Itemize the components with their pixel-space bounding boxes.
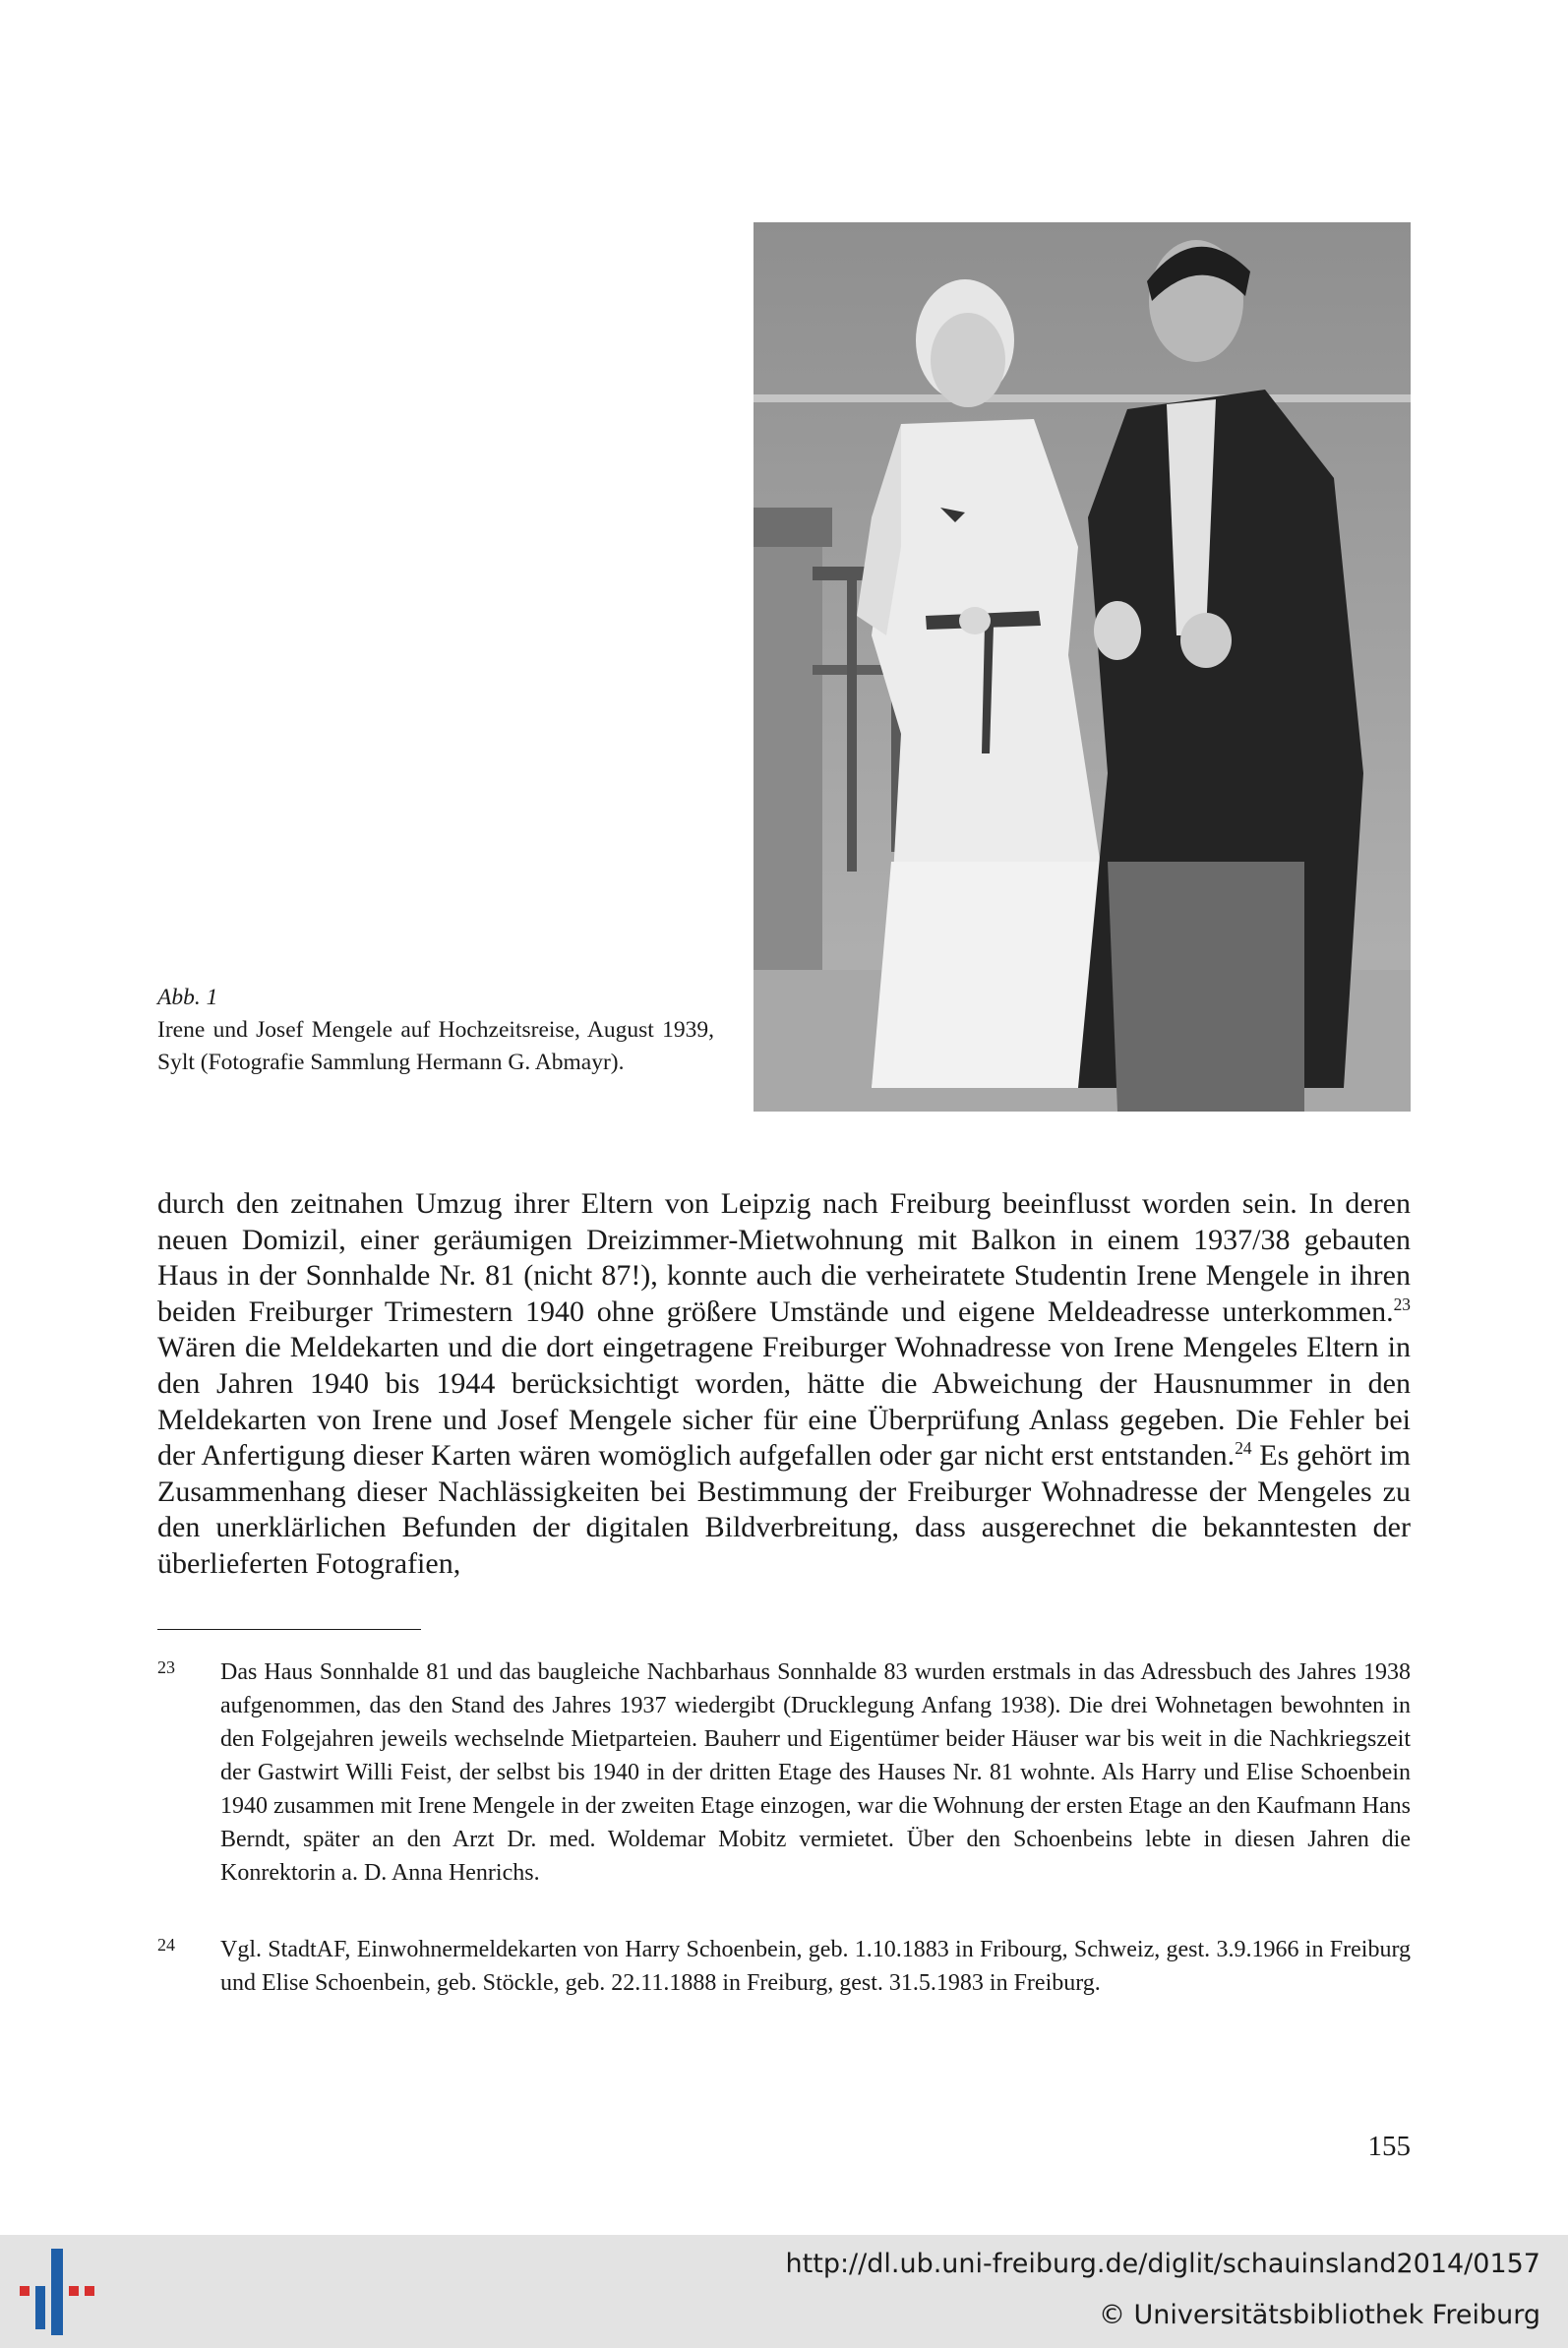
footnote-24	[157, 1933, 1411, 2000]
figure-caption-text: Irene und Josef Mengele auf Hochzeitsreise, August 1939, Sylt (Fotografie Sammlung Hermann G. Abmayr).	[157, 1017, 714, 1075]
footnote-text: Das Haus Sonnhalde 81 und das baugleiche Nachbarhaus Sonnhalde 83 wurden erstmals in das Adressbuch des Jahres 1938 aufgenommen, das den Stand des Jahres 1937 wiedergibt (Drucklegung Anfang 1938). Die drei Wohnetagen bewohnten in den Folgejahren jeweils wechselnde Mietparteien. Bauherr und Eigentümer beider Häuser war bis weit in die Nachkriegszeit der Gastwirt Willi Feist, der selbst bis 1940 in der dritten Etage des Hauses Nr. 81 wohnte. Als Harry und Elise Schoenbein 1940 zusammen mit Irene Mengele in der zweiten Etage einzogen, war die Wohnung der ersten Etage an den Kaufmann Hans Berndt, später an den Arzt Dr. med. Woldemar Mobitz vermietet. Über den Schoenbeins lebte in diesen Jahren die Konrektorin a. D. Anna Henrichs.	[220, 1659, 1411, 1886]
footer-bar	[0, 2235, 1568, 2348]
ub-freiburg-logo-icon	[14, 2243, 102, 2341]
footnote-number: 23	[157, 1657, 175, 1677]
footnote-ref-23[interactable]: 23	[1393, 1294, 1411, 1314]
footnote-23	[157, 1656, 1411, 1890]
footnote-number: 24	[157, 1935, 175, 1955]
body-paragraph	[157, 1186, 1411, 1583]
body-text-part-3: Es gehört im Zusammenhang dieser Nachlässigkeiten bei Bestimmung der Freiburger Wohnadresse der Mengeles zu den unerklärlichen Befunden der digitalen Bildverbreitung, dass ausgerechnet die bekanntesten der überlieferten Fotografien,	[157, 1439, 1412, 1580]
figure-label: Abb. 1	[157, 985, 218, 1010]
wedding-trip-photograph	[754, 222, 1411, 1112]
digital-library-url-link[interactable]: http://dl.ub.uni-freiburg.de/diglit/schauinsland2014/0157	[785, 2249, 1540, 2279]
figure-caption	[157, 982, 714, 1079]
copyright-notice: © Universitätsbibliothek Freiburg	[1098, 2300, 1540, 2330]
footnote-text: Vgl. StadtAF, Einwohnermeldekarten von Harry Schoenbein, geb. 1.10.1883 in Fribourg, Schweiz, gest. 3.9.1966 in Freiburg und Elise Schoenbein, geb. Stöckle, geb. 22.11.1888 in Freiburg, gest. 31.5.1983 in Freiburg.	[220, 1937, 1411, 1996]
body-text-part-1: durch den zeitnahen Umzug ihrer Eltern von Leipzig nach Freiburg beeinflusst worden sein. In deren neuen Domizil, einer geräumigen Dreizimmer-Mietwohnung mit Balkon in einem 1937/38 gebauten Haus in der Sonnhalde Nr. 81 (nicht 87!), konnte auch die verheiratete Studentin Irene Mengele in ihren beiden Freiburger Trimestern 1940 ohne größere Umstände und eigene Meldeadresse unterkommen.	[157, 1187, 1411, 1328]
page-number: 155	[1367, 2131, 1411, 2162]
photo-illustration	[754, 222, 1411, 1112]
body-text-part-2: Wären die Meldekarten und die dort eingetragene Freiburger Wohnadresse von Irene Mengeles Eltern in den Jahren 1940 bis 1944 berücksichtigt worden, hätte die Abweichung der Hausnummer in den Meldekarten von Irene und Josef Mengele sicher für eine Überprüfung Anlass gegeben. Die Fehler bei der Anfertigung dieser Karten wären womöglich aufgefallen oder gar nicht erst entstanden.	[157, 1331, 1411, 1473]
footnote-ref-24[interactable]: 24	[1235, 1438, 1252, 1459]
footnote-divider	[157, 1629, 421, 1630]
